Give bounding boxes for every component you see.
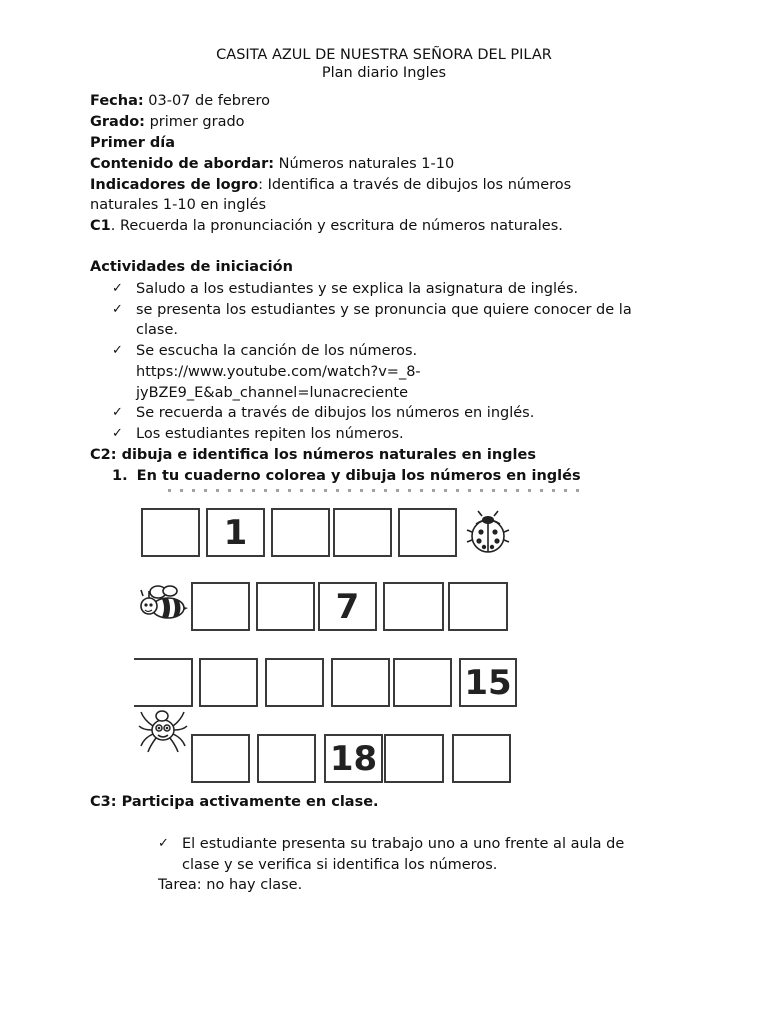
indicadores-value: : Identifica a través de dibujos los números [258, 177, 572, 193]
school-title: CASITA AZUL DE NUESTRA SEÑORA DEL PILAR [216, 47, 552, 63]
number-box: 7 [318, 582, 377, 631]
number-box: 18 [324, 734, 383, 783]
iniciacion-title: Actividades de iniciación [90, 259, 293, 275]
number-box: 1 [206, 508, 265, 557]
contenido-line [90, 154, 454, 175]
c1-line [90, 216, 563, 237]
c2-title: C2: dibuja e identifica los números naturales en ingles [90, 447, 536, 463]
fecha-value: 03-07 de febrero [143, 93, 271, 109]
check-icon: ✓ [112, 343, 123, 358]
check-icon: ✓ [112, 405, 123, 420]
number-box [271, 508, 330, 557]
grado-value: primer grado [144, 114, 245, 130]
c3-title: C3: Participa activamente en clase. [90, 794, 379, 810]
check-icon: ✓ [112, 281, 123, 296]
grado-line [90, 112, 245, 133]
spider-icon [138, 706, 188, 754]
scan-artifact [90, 488, 650, 494]
bee-icon [140, 584, 188, 626]
number-box [191, 582, 250, 631]
c2-step-number: 1. [112, 468, 128, 484]
number-box [398, 508, 457, 557]
dia-heading: Primer día [90, 135, 176, 151]
number-box [331, 658, 390, 707]
number-box [199, 658, 258, 707]
contenido-value: Números naturales 1-10 [274, 156, 455, 172]
ladybug-icon [466, 510, 510, 556]
fecha-line [90, 91, 270, 112]
number-box [141, 508, 200, 557]
number-box [134, 658, 193, 707]
grado-label: Grado: [90, 114, 145, 130]
check-icon: ✓ [158, 836, 169, 851]
indicadores-label: Indicadores de logro [90, 177, 259, 193]
c2-step [112, 466, 581, 487]
number-box [452, 734, 511, 783]
fecha-label: Fecha: [90, 93, 144, 109]
number-box [257, 734, 316, 783]
number-box [333, 508, 392, 557]
number-box [191, 734, 250, 783]
c1-label: C1 [90, 218, 111, 234]
check-icon: ✓ [112, 302, 123, 317]
number-box [383, 582, 444, 631]
number-box [384, 734, 444, 783]
number-box [448, 582, 508, 631]
contenido-label: Contenido de abordar: [90, 156, 275, 172]
plan-title: Plan diario Ingles [321, 65, 447, 81]
number-box [265, 658, 324, 707]
indicadores-line [90, 175, 571, 196]
number-box [393, 658, 452, 707]
check-icon: ✓ [112, 426, 123, 441]
indicadores-line-2: naturales 1-10 en inglés [90, 197, 267, 213]
number-box: 15 [459, 658, 517, 707]
c1-value: . Recuerda la pronunciación y escritura de números naturales. [110, 218, 563, 234]
c2-step-text: En tu cuaderno colorea y dibuja los números en inglés [136, 468, 581, 484]
tarea-line: Tarea: no hay clase. [158, 877, 303, 893]
number-box [256, 582, 315, 631]
